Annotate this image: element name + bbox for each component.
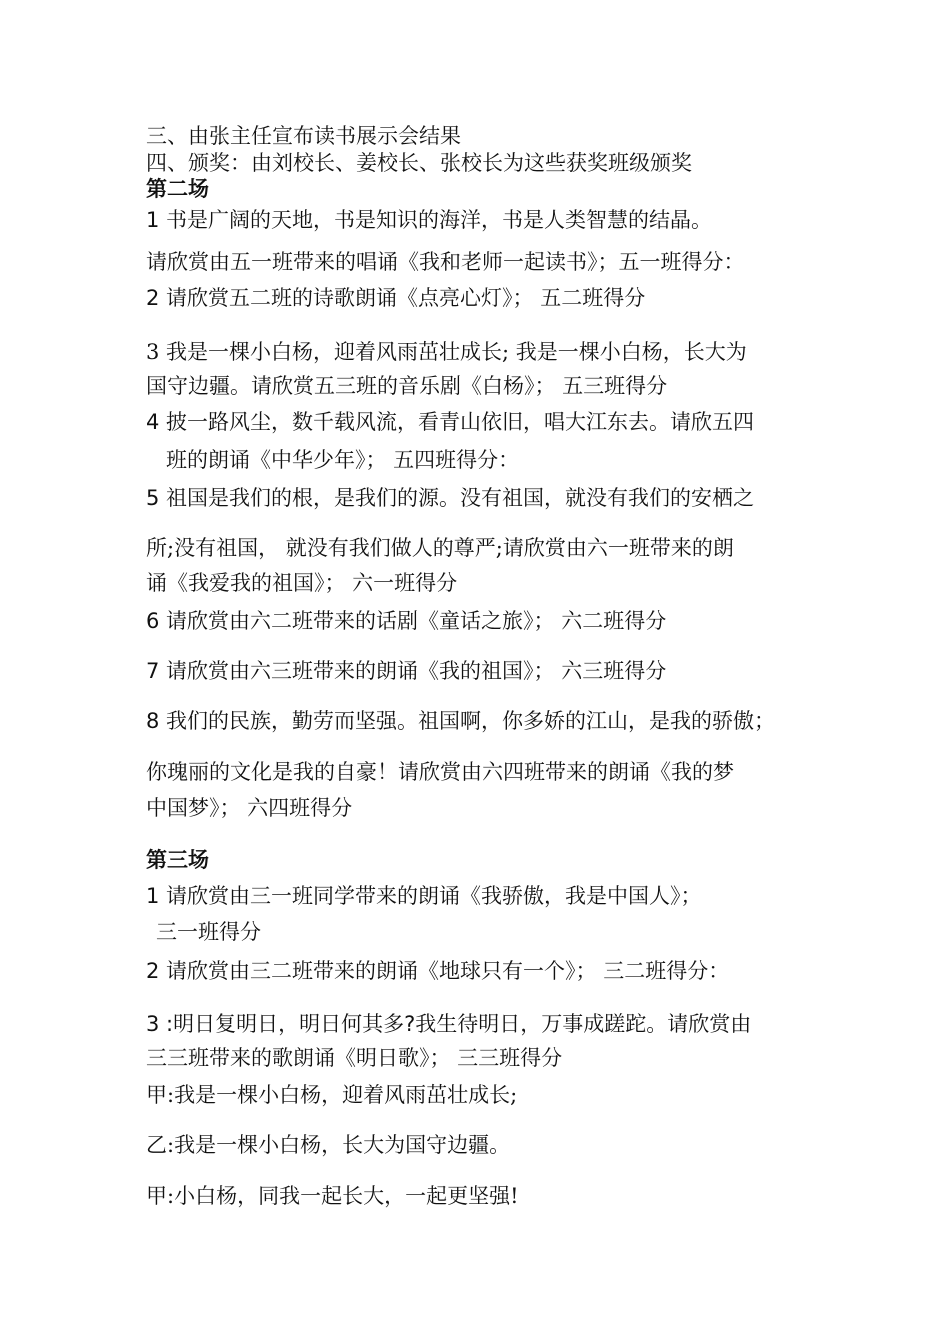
announcement-line: 三、由张主任宣布读书展示会结果 bbox=[146, 124, 461, 148]
paragraph-line: 国守边疆。请欣赏五三班的音乐剧《白杨》； 五三班得分 bbox=[146, 374, 668, 398]
paragraph-line: 所;没有祖国， 就没有我们做人的尊严;请欣赏由六一班带来的朗 bbox=[146, 536, 734, 560]
paragraph-line: 1 请欣赏由三一班同学带来的朗诵《我骄傲，我是中国人》； bbox=[146, 884, 702, 908]
paragraph-line: 请欣赏由五一班带来的唱诵《我和老师一起读书》；五一班得分： bbox=[146, 250, 745, 274]
paragraph-line: 你瑰丽的文化是我的自豪！请欣赏由六四班带来的朗诵《我的梦 bbox=[146, 760, 734, 784]
paragraph-line: 2 请欣赏由三二班带来的朗诵《地球只有一个》； 三二班得分： bbox=[146, 959, 730, 983]
announcement-line: 四、颁奖：由刘校长、姜校长、张校长为这些获奖班级颁奖 bbox=[146, 151, 692, 175]
paragraph-line: 4 披一路风尘，数千载风流，看青山依旧，唱大江东去。请欣五四 bbox=[146, 410, 755, 434]
paragraph-line: 7 请欣赏由六三班带来的朗诵《我的祖国》； 六三班得分 bbox=[146, 659, 667, 683]
paragraph-line: 三一班得分 bbox=[156, 920, 261, 944]
paragraph-line: 5 祖国是我们的根，是我们的源。没有祖国，就没有我们的安栖之 bbox=[146, 486, 755, 510]
dialogue-line: 甲:我是一棵小白杨，迎着风雨茁壮成长; bbox=[146, 1083, 518, 1107]
section-heading: 第三场 bbox=[146, 847, 209, 872]
paragraph-line: 8 我们的民族，勤劳而坚强。祖国啊，你多娇的江山，是我的骄傲； bbox=[146, 709, 776, 733]
paragraph-line: 班的朗诵《中华少年》； 五四班得分： bbox=[166, 448, 520, 472]
paragraph-line: 2 请欣赏五二班的诗歌朗诵《点亮心灯》； 五二班得分 bbox=[146, 286, 646, 310]
paragraph-line: 6 请欣赏由六二班带来的话剧《童话之旅》； 六二班得分 bbox=[146, 609, 667, 633]
paragraph-line: 1 书是广阔的天地，书是知识的海洋，书是人类智慧的结晶。 bbox=[146, 208, 713, 232]
paragraph-line: 3 我是一棵小白杨，迎着风雨茁壮成长; 我是一棵小白杨，长大为 bbox=[146, 340, 747, 364]
paragraph-line: 3 :明日复明日，明日何其多?我生待明日，万事成蹉跎。请欣赏由 bbox=[146, 1012, 752, 1036]
section-heading: 第二场 bbox=[146, 176, 209, 201]
dialogue-line: 甲:小白杨，同我一起长大，一起更坚强! bbox=[146, 1184, 519, 1208]
paragraph-line: 中国梦》； 六四班得分 bbox=[146, 796, 353, 820]
dialogue-line: 乙:我是一棵小白杨，长大为国守边疆。 bbox=[146, 1133, 511, 1157]
paragraph-line: 诵《我爱我的祖国》； 六一班得分 bbox=[146, 571, 458, 595]
paragraph-line: 三三班带来的歌朗诵《明日歌》； 三三班得分 bbox=[146, 1046, 563, 1070]
